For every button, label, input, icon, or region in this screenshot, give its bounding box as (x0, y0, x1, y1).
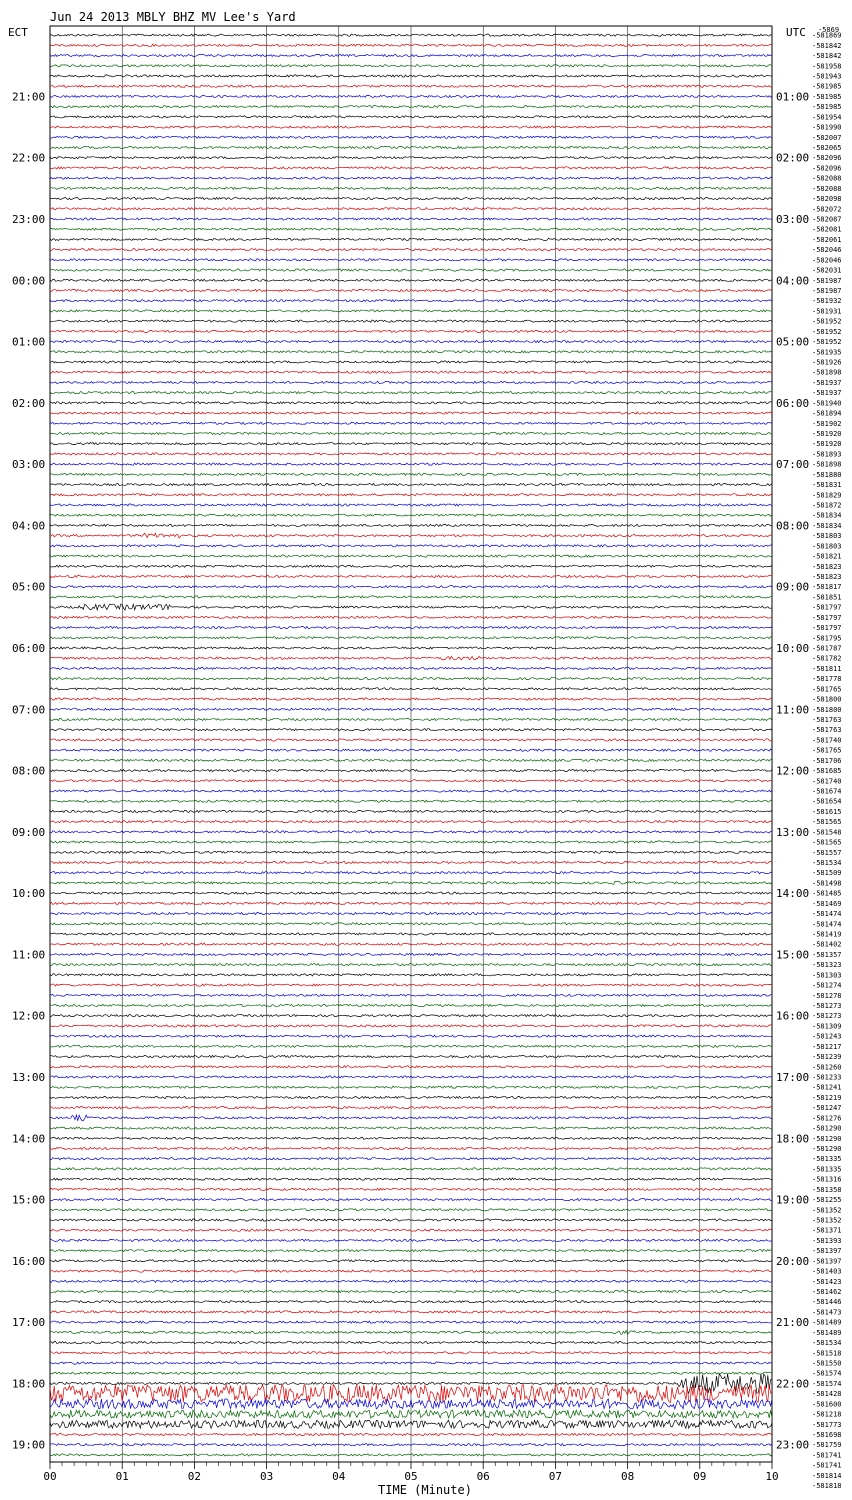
trace-value-85: -581469 (812, 899, 842, 908)
trace-value-110: -581335 (812, 1155, 842, 1164)
trace-value-1: -581842 (812, 41, 842, 50)
trace-value-48: -581834 (812, 521, 842, 530)
right-hour-label: 04:00 (776, 274, 810, 288)
trace-value-93: -581274 (812, 981, 842, 990)
trace-value-38: -581902 (812, 419, 842, 428)
trace-value-16: -582098 (812, 195, 842, 204)
left-hour-label: 11:00 (12, 948, 46, 962)
left-hour-label: 01:00 (12, 335, 46, 349)
trace-value-60: -581787 (812, 644, 842, 653)
trace-value-83: -581498 (812, 879, 842, 888)
right-hour-label: 20:00 (776, 1254, 810, 1268)
trace-value-32: -581926 (812, 358, 842, 367)
right-hour-label: 06:00 (776, 396, 810, 410)
trace-value-14: -582088 (812, 174, 842, 183)
trace-value-43: -581880 (812, 470, 842, 479)
trace-value-50: -581803 (812, 542, 842, 551)
trace-value-130: -581550 (812, 1359, 842, 1368)
trace-value-115: -581352 (812, 1206, 842, 1215)
trace-value-56: -581797 (812, 603, 842, 612)
x-tick-2: 02 (187, 1470, 202, 1483)
trace-value-41: -581893 (812, 450, 842, 459)
trace-value-74: -581674 (812, 787, 842, 796)
trace-value-123: -581462 (812, 1287, 842, 1296)
trace-value-97: -581309 (812, 1022, 842, 1031)
trace-value-20: -582061 (812, 235, 842, 244)
trace-value-34: -581937 (812, 378, 842, 387)
trace-value-119: -581397 (812, 1247, 842, 1256)
left-hour-label: 17:00 (12, 1316, 46, 1330)
right-hour-label: 22:00 (776, 1377, 810, 1391)
trace-value-124: -581446 (812, 1298, 842, 1307)
trace-value-141: -581814 (812, 1471, 842, 1480)
trace-value-15: -582088 (812, 184, 842, 193)
trace-value-81: -581534 (812, 858, 842, 867)
trace-value-30: -581952 (812, 338, 842, 347)
x-tick-4: 04 (332, 1470, 346, 1483)
trace-value-46: -581872 (812, 501, 842, 510)
x-tick-0: 00 (43, 1470, 57, 1483)
trace-value-6: -581985 (812, 92, 842, 101)
top-right-stub: -5869 (818, 26, 840, 34)
trace-value-134: -581600 (812, 1400, 842, 1409)
trace-value-55: -581851 (812, 593, 842, 602)
trace-value-88: -581419 (812, 930, 842, 939)
trace-value-89: -581402 (812, 940, 842, 949)
left-hour-label: 13:00 (12, 1070, 46, 1084)
left-hour-label: 06:00 (12, 641, 46, 655)
right-hour-label: 14:00 (776, 887, 810, 901)
left-hour-label: 16:00 (12, 1254, 46, 1268)
trace-value-5: -581985 (812, 82, 842, 91)
trace-value-70: -581765 (812, 746, 842, 755)
trace-value-12: -582096 (812, 154, 842, 163)
trace-value-61: -581782 (812, 654, 842, 663)
right-hour-label: 21:00 (776, 1316, 810, 1330)
trace-value-13: -582096 (812, 164, 842, 173)
trace-value-140: -581741 (812, 1461, 842, 1470)
x-tick-7: 07 (548, 1470, 563, 1483)
right-hour-label: 08:00 (776, 519, 810, 533)
trace-value-63: -581778 (812, 675, 842, 684)
trace-value-87: -581474 (812, 920, 842, 929)
trace-value-80: -581557 (812, 848, 842, 857)
trace-value-10: -582007 (812, 133, 842, 142)
left-hour-label: 04:00 (12, 519, 46, 533)
trace-value-40: -581920 (812, 440, 842, 449)
left-hour-label: 05:00 (12, 580, 46, 594)
trace-value-128: -581534 (812, 1339, 842, 1348)
trace-value-64: -581765 (812, 685, 842, 694)
left-hour-label: 03:00 (12, 458, 46, 472)
trace-value-66: -581800 (812, 705, 842, 714)
x-tick-9: 09 (693, 1470, 707, 1483)
left-hour-label: 02:00 (12, 396, 46, 410)
trace-value-99: -581217 (812, 1042, 842, 1051)
trace-value-118: -581393 (812, 1236, 842, 1245)
trace-value-125: -581473 (812, 1308, 842, 1317)
trace-value-121: -581403 (812, 1267, 842, 1276)
trace-value-7: -581985 (812, 103, 842, 112)
left-hour-label: 09:00 (12, 825, 46, 839)
left-hour-label: 12:00 (12, 1009, 46, 1023)
trace-value-94: -581278 (812, 991, 842, 1000)
trace-value-82: -581509 (812, 869, 842, 878)
left-hour-label: 00:00 (12, 274, 46, 288)
trace-value-101: -581260 (812, 1063, 842, 1072)
trace-value-28: -581952 (812, 317, 842, 326)
right-hour-label: 13:00 (776, 825, 810, 839)
trace-value-76: -581615 (812, 807, 842, 816)
right-hour-label: 15:00 (776, 948, 810, 962)
right-hour-label: 07:00 (776, 458, 810, 472)
trace-value-62: -581811 (812, 664, 842, 673)
trace-value-9: -581990 (812, 123, 842, 132)
trace-value-69: -581740 (812, 736, 842, 745)
trace-value-8: -581954 (812, 113, 842, 122)
trace-value-98: -581243 (812, 1032, 842, 1041)
right-hour-label: 18:00 (776, 1132, 810, 1146)
trace-value-0: -581869 (812, 31, 842, 40)
trace-value-100: -581239 (812, 1053, 842, 1062)
trace-value-42: -581898 (812, 460, 842, 469)
trace-value-84: -581485 (812, 889, 842, 898)
left-hour-label: 10:00 (12, 887, 46, 901)
trace-value-44: -581831 (812, 481, 842, 490)
plot-title: Jun 24 2013 MBLY BHZ MV Lee's Yard (50, 10, 296, 24)
trace-value-45: -581829 (812, 491, 842, 500)
trace-value-65: -581800 (812, 695, 842, 704)
x-axis-label: TIME (Minute) (378, 1483, 472, 1497)
x-tick-5: 05 (404, 1470, 418, 1483)
trace-value-112: -581316 (812, 1175, 842, 1184)
trace-value-133: -581428 (812, 1390, 842, 1399)
trace-value-91: -581323 (812, 961, 842, 970)
trace-value-4: -581943 (812, 72, 842, 81)
trace-value-114: -581255 (812, 1196, 842, 1205)
right-hour-label: 10:00 (776, 641, 810, 655)
trace-value-67: -581763 (812, 715, 842, 724)
trace-value-73: -581740 (812, 777, 842, 786)
x-tick-10: 10 (765, 1470, 779, 1483)
trace-value-139: -581741 (812, 1451, 842, 1460)
trace-value-35: -581937 (812, 389, 842, 398)
trace-value-57: -581797 (812, 613, 842, 622)
x-tick-6: 06 (476, 1470, 490, 1483)
trace-value-19: -582081 (812, 225, 842, 234)
trace-value-108: -581290 (812, 1134, 842, 1143)
left-hour-label: 14:00 (12, 1132, 46, 1146)
trace-value-68: -581763 (812, 726, 842, 735)
left-hour-label: 21:00 (12, 90, 46, 104)
trace-value-111: -581335 (812, 1165, 842, 1174)
right-hour-label: 11:00 (776, 703, 810, 717)
right-hour-label: 03:00 (776, 212, 810, 226)
trace-value-113: -581358 (812, 1185, 842, 1194)
trace-value-39: -581920 (812, 429, 842, 438)
trace-value-92: -581303 (812, 971, 842, 980)
trace-value-90: -581357 (812, 950, 842, 959)
x-tick-8: 08 (620, 1470, 635, 1483)
trace-value-27: -581931 (812, 307, 842, 316)
left-hour-label: 19:00 (12, 1438, 46, 1452)
trace-value-78: -581548 (812, 828, 842, 837)
trace-value-26: -581932 (812, 297, 842, 306)
trace-value-71: -581706 (812, 756, 842, 765)
trace-value-3: -581958 (812, 62, 842, 71)
trace-value-107: -581290 (812, 1124, 842, 1133)
trace-value-106: -581276 (812, 1114, 842, 1123)
trace-value-103: -581241 (812, 1083, 842, 1092)
trace-value-58: -581797 (812, 624, 842, 633)
right-hour-label: 19:00 (776, 1193, 810, 1207)
trace-value-129: -581518 (812, 1349, 842, 1358)
left-hour-label: 15:00 (12, 1193, 46, 1207)
trace-value-131: -581574 (812, 1369, 842, 1378)
trace-value-102: -581233 (812, 1073, 842, 1082)
trace-value-138: -581759 (812, 1441, 842, 1450)
trace-value-109: -581290 (812, 1144, 842, 1153)
trace-value-142: -581818 (812, 1482, 842, 1491)
left-hour-label: 18:00 (12, 1377, 46, 1391)
trace-value-116: -581352 (812, 1216, 842, 1225)
trace-value-77: -581565 (812, 818, 842, 827)
right-hour-labels (776, 90, 809, 1451)
right-hour-label: 17:00 (776, 1070, 810, 1084)
trace-value-49: -581803 (812, 532, 842, 541)
right-hour-label: 02:00 (776, 151, 810, 165)
trace-value-24: -581987 (812, 276, 842, 285)
trace-value-59: -581795 (812, 634, 842, 643)
x-tick-3: 03 (259, 1470, 274, 1483)
trace-value-136: -581773 (812, 1420, 842, 1429)
trace-value-135: -581218 (812, 1410, 842, 1419)
trace-value-labels (812, 32, 842, 1490)
trace-value-132: -581574 (812, 1379, 842, 1388)
trace-value-37: -581894 (812, 409, 842, 418)
right-hour-label: 05:00 (776, 335, 810, 349)
right-hour-label: 16:00 (776, 1009, 810, 1023)
trace-value-75: -581654 (812, 797, 842, 806)
trace-value-105: -581247 (812, 1104, 842, 1113)
trace-value-72: -581685 (812, 767, 842, 776)
trace-value-53: -581823 (812, 572, 842, 581)
trace-value-79: -581565 (812, 838, 842, 847)
right-hour-label: 01:00 (776, 90, 810, 104)
left-hour-label: 22:00 (12, 151, 46, 165)
trace-value-25: -581987 (812, 286, 842, 295)
trace-value-36: -581940 (812, 399, 842, 408)
left-hour-labels (12, 90, 45, 1451)
trace-value-126: -581489 (812, 1318, 842, 1327)
trace-value-22: -582046 (812, 256, 842, 265)
x-tick-labels (43, 1462, 778, 1483)
trace-value-33: -581898 (812, 368, 842, 377)
trace-value-122: -581423 (812, 1277, 842, 1286)
trace-value-31: -581935 (812, 348, 842, 357)
trace-value-117: -581371 (812, 1226, 842, 1235)
left-zone-label: ECT (8, 26, 28, 39)
trace-value-52: -581823 (812, 562, 842, 571)
right-zone-label: UTC (786, 26, 806, 39)
trace-value-2: -581842 (812, 52, 842, 61)
right-hour-label: 12:00 (776, 764, 810, 778)
trace-value-18: -582087 (812, 215, 842, 224)
trace-value-29: -581952 (812, 327, 842, 336)
trace-value-120: -581397 (812, 1257, 842, 1266)
trace-value-21: -582046 (812, 246, 842, 255)
x-tick-1: 01 (115, 1470, 129, 1483)
left-hour-label: 07:00 (12, 703, 46, 717)
trace-value-86: -581474 (812, 910, 842, 919)
trace-value-17: -582072 (812, 205, 842, 214)
trace-value-51: -581821 (812, 552, 842, 561)
trace-value-23: -582031 (812, 266, 842, 275)
right-hour-label: 09:00 (776, 580, 810, 594)
right-hour-label: 23:00 (776, 1438, 810, 1452)
trace-value-95: -581273 (812, 1001, 842, 1010)
trace-value-47: -581834 (812, 511, 842, 520)
trace-value-96: -581273 (812, 1012, 842, 1021)
trace-value-54: -581817 (812, 583, 842, 592)
trace-value-104: -581219 (812, 1093, 842, 1102)
left-hour-label: 08:00 (12, 764, 46, 778)
trace-value-137: -581698 (812, 1430, 842, 1439)
time-grid (50, 26, 772, 1462)
trace-value-127: -581489 (812, 1328, 842, 1337)
trace-value-11: -582065 (812, 143, 842, 152)
left-hour-label: 23:00 (12, 212, 46, 226)
